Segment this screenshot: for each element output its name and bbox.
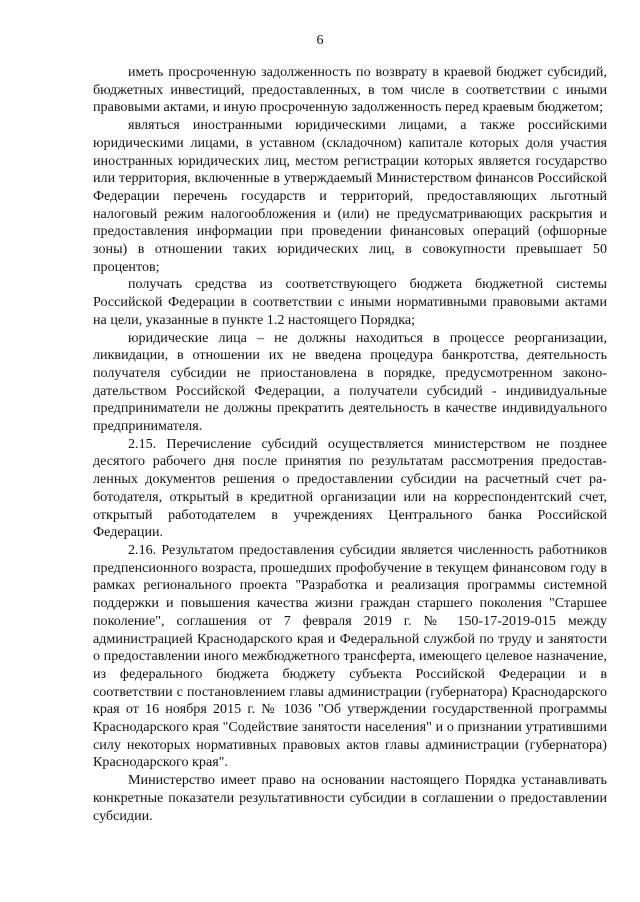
page-number: 6 bbox=[316, 33, 324, 48]
paragraph-2-16-result: 2.16. Результатом предоставления субсидии является численность работников предпенсионного возраста, прошедших профобучение в текущем финансовом году в рамках регионального проекта "Разработка и реализация программы системной поддержки и повышения качества жизни граждан старшего поколения "Старшее поколение", соглашения от 7 февраля 2019 г. № 150-17-2019-015 между администрацией Краснодарского края и Федеральной службой по труду и занятости о предоставлении иного межбюджетного трансферта, имеющего целевое назначение, из федерального бюджета бюджету субъекта Российской Федерации и в соответствии с постановлением главы администрации (губернатора) Краснодарского края от 16 ноября 2015 г. № 1036 "Об утверждении государственной программы Краснодарского края "Содействие занятости населения" и о признании утратившими силу некоторых нормативных правовых актов главы администрации (губернатора) Краснодарского края". bbox=[93, 541, 607, 771]
paragraph-reorganization: юридические лица – не должны находиться в процессе реорганизации, ликвидации, в отношении их не введена процедура банкротства, деятельность получателя субсидии не приостановлена в порядке, предусмотренном законодательством Российской Федерации, а получатели субсидий - индивидуальные предприниматели не должны прекратить деятельность в качестве индивидуального предпринимателя. bbox=[93, 329, 607, 435]
paragraph-2-15-transfer: 2.15. Перечисление субсидий осуществляется министерством не позднее десятого рабочего дня после принятия по результатам рассмотрения предоставленных документов решения о предоставлении субсидии на расчетный счет работодателя, открытый в кредитной организации или на корреспондентский счет, открытый работодателем в учреждениях Центрального банка Российской Федерации. bbox=[93, 435, 607, 541]
document-body bbox=[93, 64, 607, 825]
paragraph-foreign-entities: являться иностранными юридическими лицами, а также российскими юридическими лицами, в уставном (складочном) капитале которых доля участия иностранных юридических лиц, местом регистрации которых является государство или территория, включенные в утверждаемый Министерством финансов Российской Федерации перечень государств и территорий, предоставляющих льготный налоговый режим налогообложения и (или) не предусматривающих раскрытия и предоставления информации при проведении финансовых операций (офшорные зоны) в отношении таких юридических лиц, в совокупности превышает 50 процентов; bbox=[93, 117, 607, 275]
paragraph-ministry-right: Министерство имеет право на основании настоящего Порядка устанавливать конкретные показатели результативности субсидии в соглашении о предоставлении субсидии. bbox=[93, 772, 607, 824]
paragraph-other-budget-funds: получать средства из соответствующего бюджета бюджетной системы Российской Федерации в соответствии с иными нормативными правовыми актами на цели, указанные в пункте 1.2 настоящего Порядка; bbox=[93, 276, 607, 328]
paragraph-overdue-debt: иметь просроченную задолженность по возврату в краевой бюджет субсидий, бюджетных инвестиций, предоставленных, в том числе в соответствии с иными правовыми актами, и иную просроченную задолженность перед краевым бюджетом; bbox=[93, 64, 607, 116]
